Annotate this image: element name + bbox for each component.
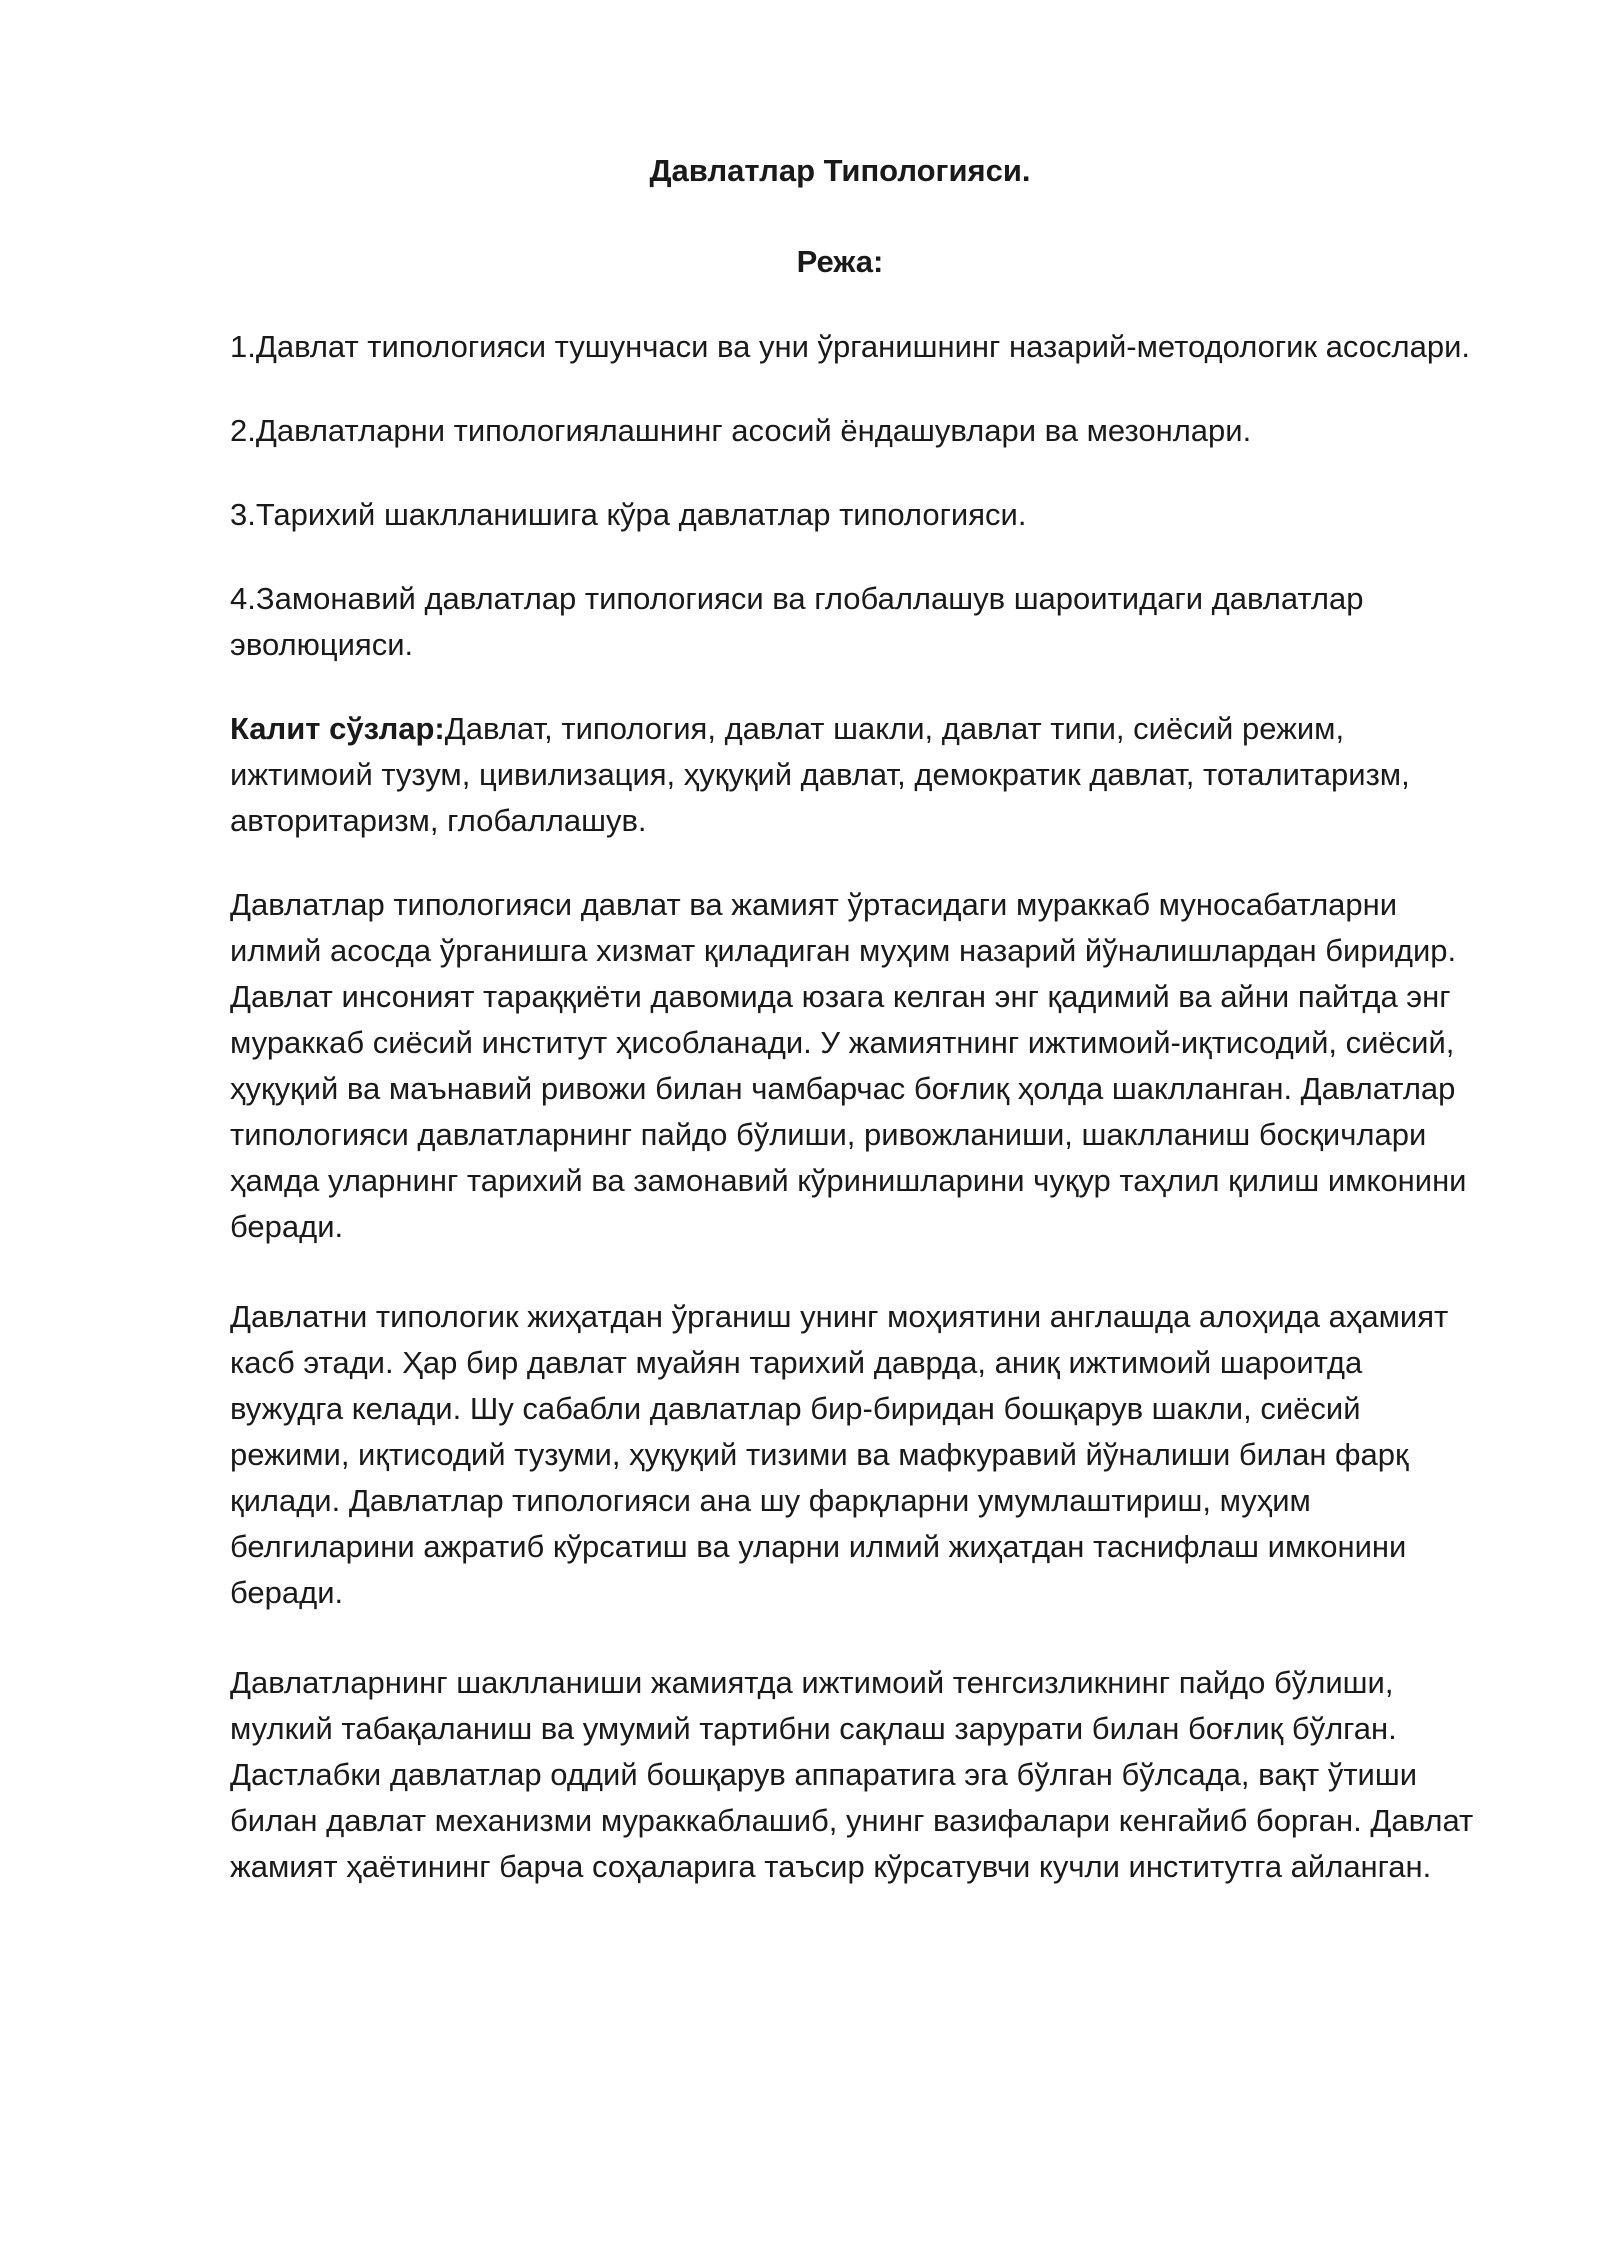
body-paragraph-1: Давлатлар типологияси давлат ва жамият ўртасидаги мураккаб муносабатларни илмий асосда ўрганишга хизмат қиладиган муҳим назарий йўналишлардан биридир. Давлат инсоният тараққиёти давомида юзага келган энг қадимий ва айни пайтда энг мураккаб сиёсий институт ҳисобланади. У жамиятнинг ижтимоий-иқтисодий, сиёсий, ҳуқуқий ва маънавий ривожи билан чамбарчас боғлиқ ҳолда шаклланган. Давлатлар типологияси давлатларнинг пайдо бўлиши, ривожланиши, шаклланиш босқичлари ҳамда уларнинг тарихий ва замонавий кўринишларини чуқур таҳлил қилиш имконини беради. [230,887,1467,1245]
plan-item-2: 2.Давлатларни типологиялашнинг асосий ёндашувлари ва мезонлари. [230,413,1252,449]
keywords-label: Калит сўзлар: [230,711,445,747]
plan-heading: Режа: [796,244,884,280]
keywords-paragraph [230,706,1480,844]
document-title: Давлатлар Типологияси. [649,153,1031,188]
plan-item-3: 3.Тарихий шаклланишига кўра давлатлар типологияси. [230,497,1027,533]
keywords-text: Давлат, типология, давлат шакли, давлат типи, сиёсий режим, ижтимоий тузум, цивилизация, ҳуқуқий давлат, демократик давлат, тоталитаризм, авторитаризм, глобаллашув. [230,711,1410,839]
body-paragraph-3: Давлатларнинг шаклланиши жамиятда ижтимоий тенгсизликнинг пайдо бўлиши, мулкий табақаланиш ва умумий тартибни сақлаш зарурати билан боғлиқ бўлган. Дастлабки давлатлар оддий бошқарув аппаратига эга бўлган бўлсада, вақт ўтиши билан давлат механизми мураккаблашиб, унинг вазифалари кенгайиб борган. Давлат жамият ҳаётининг барча соҳаларига таъсир кўрсатувчи кучли институтга айланган. [230,1665,1474,1885]
plan-item-4: 4.Замонавий давлатлар типологияси ва глобаллашув шароитидаги давлатлар эволюцияси. [230,581,1364,663]
body-paragraph-2: Давлатни типологик жиҳатдан ўрганиш унинг моҳиятини англашда алоҳида аҳамият касб этади. Ҳар бир давлат муайян тарихий даврда, аниқ ижтимоий шароитда вужудга келади. Шу сабабли давлатлар бир-биридан бошқарув шакли, сиёсий режими, иқтисодий тузуми, ҳуқуқий тизими ва мафкуравий йўналиши билан фарқ қилади. Давлатлар типологияси ана шу фарқларни умумлаштириш, муҳим белгиларини ажратиб кўрсатиш ва уларни илмий жиҳатдан таснифлаш имконини беради. [230,1299,1449,1611]
plan-list [230,324,1480,668]
plan-item-1: 1.Давлат типологияси тушунчаси ва уни ўрганишнинг назарий-методологик асослари. [230,329,1470,365]
